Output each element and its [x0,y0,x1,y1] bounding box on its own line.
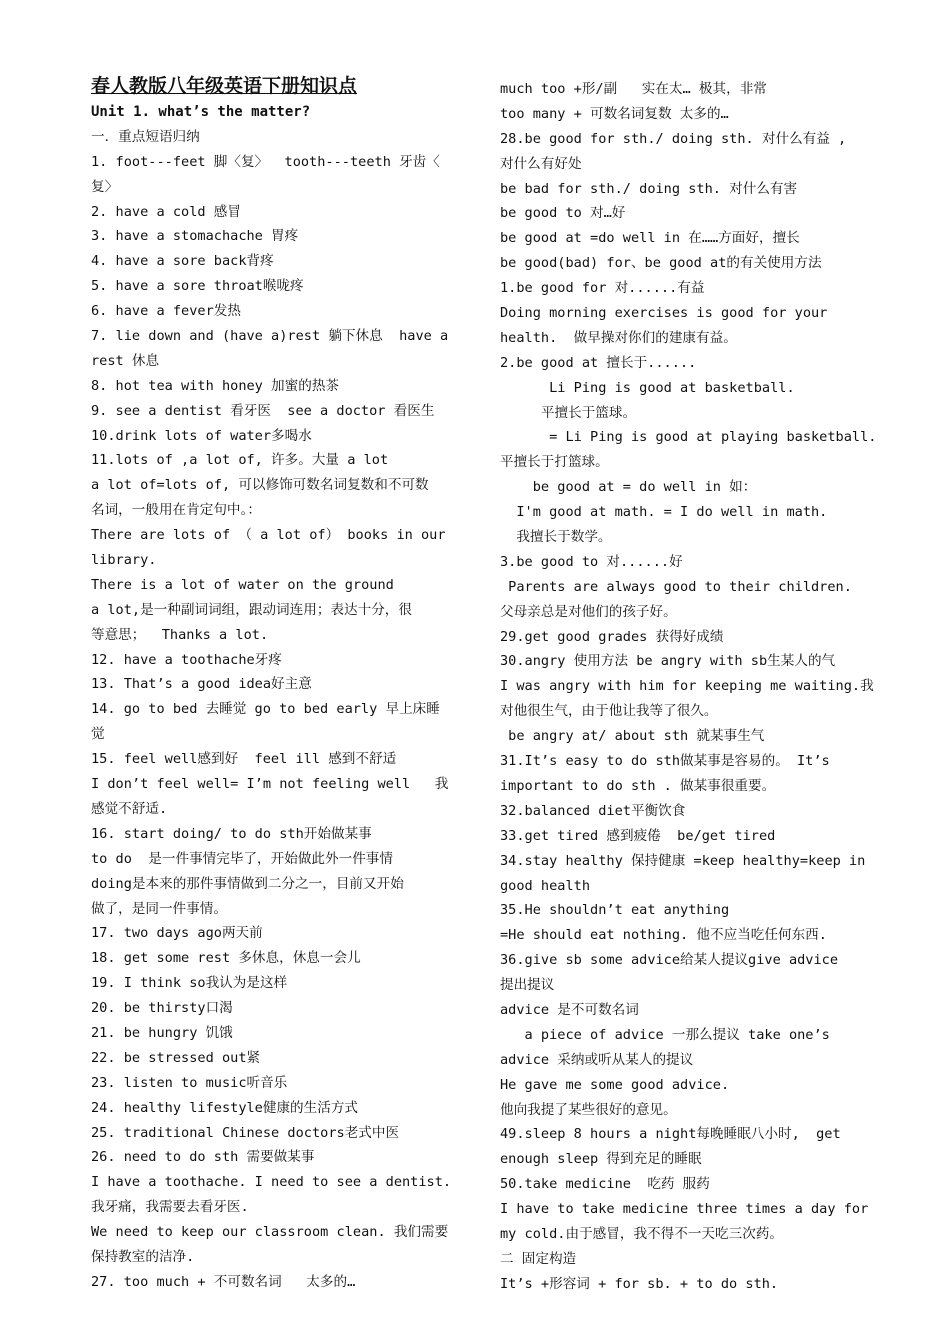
text-line: much too +形/副 实在太… 极其，非常 [500,81,767,97]
right-column [500,77,900,1297]
text-line: 2. have a cold 感冒 [91,203,241,220]
text-line: 对什么有好处 [500,155,582,172]
text-line: 33.get tired 感到疲倦 be/get tired [500,827,776,844]
text-line: 1.be good for 对......有益 [500,280,705,297]
right-text-body [500,77,900,1297]
text-line: I have to take medicine three times a day for [500,1201,869,1218]
text-line: health. 做早操对你们的建康有益。 [500,329,737,346]
text-line: 平擅长于篮球。 [500,404,637,421]
text-line: It’s +形容词 + for sb. + to do sth. [500,1275,779,1292]
text-line: 28.be good for sth./ doing sth. 对什么有益 , [500,130,847,147]
text-line: 24. healthy lifestyle健康的生活方式 [91,1099,359,1116]
text-line: Doing morning exercises is good for your [500,305,828,322]
text-line: 36.give sb some advice给某人提议give advice [500,952,839,969]
text-line: I have a toothache. I need to see a dentist. [91,1174,452,1191]
text-line: 18. get some rest 多休息，休息一会儿 [91,950,361,967]
text-line: = Li Ping is good at playing basketball. [500,429,877,446]
text-line: a lot,是一种副词词组，跟动词连用；表达十分，很 [91,601,412,618]
text-line: be good to 对…好 [500,205,626,222]
text-line: advice 采纳或听从某人的提议 [500,1051,694,1068]
left-column [91,72,483,1295]
text-line: 2.be good at 擅长于...... [500,354,697,371]
text-line: doing是本来的那件事情做到二分之一，目前又开始 [91,875,404,892]
text-line: 13. That’s a good idea好主意 [91,676,312,693]
text-line: 对他很生气，由于他让我等了很久。 [500,703,718,720]
text-line: Li Ping is good at basketball. [500,379,795,396]
text-line: 17. two days ago两天前 [91,925,263,942]
text-line: 平擅长于打篮球。 [500,454,609,471]
text-line: There is a lot of water on the ground [91,576,394,593]
text-line: be good at =do well in 在……方面好，擅长 [500,230,800,247]
text-line: 9. see a dentist 看牙医 see a doctor 看医生 [91,402,435,419]
text-line: 觉 [91,726,105,743]
text-line: be bad for sth./ doing sth. 对什么有害 [500,180,798,197]
text-line: 8. hot tea with honey 加蜜的热茶 [91,377,340,394]
text-line: He gave me some good advice. [500,1076,730,1093]
text-line: 14. go to bed 去睡觉 go to bed early 早上床睡 [91,701,440,718]
text-line: 22. be stressed out紧 [91,1049,261,1066]
text-line: 15. feel well感到好 feel ill 感到不舒适 [91,751,397,768]
text-line: 我牙痛，我需要去看牙医. [91,1199,249,1216]
text-line: 3. have a stomachache 胃疼 [91,228,299,245]
text-line: my cold.由于感冒，我不得不一天吃三次药。 [500,1225,783,1242]
text-line: 名词，一般用在肯定句中。： [91,502,261,519]
text-line: a lot of=lots of, 可以修饰可数名词复数和不可数 [91,477,429,494]
text-line: 21. be hungry 饥饿 [91,1024,233,1041]
text-line: 7. lie down and (have a)rest 躺下休息 have a [91,328,449,345]
text-line: =He should eat nothing. 他不应当吃任何东西. [500,927,827,944]
text-line: 他向我提了某些很好的意见。 [500,1101,677,1118]
text-line: 做了，是同一件事情。 [91,900,227,917]
text-line: be angry at/ about sth 就某事生气 [500,728,765,745]
text-line: 感觉不舒适. [91,800,168,817]
text-line: 3.be good to 对......好 [500,553,683,570]
text-line: 49.sleep 8 hours a night每晚睡眠八小时, get [500,1126,841,1143]
text-line: library. [91,552,157,569]
text-line: 一．重点短语归纳 [91,128,200,145]
text-line: I'm good at math. = I do well in math. [500,504,828,521]
text-line: enough sleep 得到充足的睡眠 [500,1151,702,1168]
text-line: 6. have a fever发热 [91,303,241,320]
text-line: 26. need to do sth 需要做某事 [91,1149,315,1166]
text-line: 4. have a sore back背疼 [91,253,274,270]
text-line: 50.take medicine 吃药 服药 [500,1176,710,1193]
page-title: 春人教版八年级英语下册知识点 [91,75,358,97]
text-line: I don’t feel well= I’m not feeling well 我 [91,776,449,793]
text-line: 23. listen to music听音乐 [91,1074,288,1091]
text-line: be good at = do well in 如： [500,479,757,496]
text-line: 34.stay healthy 保持健康 =keep healthy=keep in [500,852,866,869]
text-line: 10.drink lots of water多喝水 [91,427,312,444]
text-line: advice 是不可数名词 [500,1001,639,1018]
text-line: 复〉 [91,178,119,195]
text-line: 29.get good grades 获得好成绩 [500,628,724,645]
text-line: 提出提议 [500,977,555,994]
text-line: to do 是一件事情完毕了，开始做此外一件事情 [91,850,393,867]
text-line: rest 休息 [91,352,160,369]
text-line: 31.It’s easy to do sth做某事是容易的。 It’s [500,753,830,770]
text-line: important to do sth . 做某事很重要。 [500,777,776,794]
text-line: good health [500,877,591,894]
text-line: 5. have a sore throat喉咙疼 [91,278,304,295]
text-line: 30.angry 使用方法 be angry with sb生某人的气 [500,653,836,670]
text-line: a piece of advice 一那么提议 take one’s [500,1026,830,1043]
text-line: 二 固定构造 [500,1250,577,1267]
text-line: 1. foot---feet 脚〈复〉 tooth---teeth 牙齿〈 [91,153,440,170]
text-line: 32.balanced diet平衡饮食 [500,802,686,819]
text-line: 16. start doing/ to do sth开始做某事 [91,825,372,842]
text-line: 35.He shouldn’t eat anything [500,902,730,919]
text-line: I was angry with him for keeping me waiting.我 [500,678,874,695]
text-line: 12. have a toothache牙疼 [91,651,282,668]
left-text-body [91,125,483,1295]
text-line: 20. be thirsty口渴 [91,1000,233,1017]
text-line: 等意思； Thanks a lot. [91,626,269,643]
text-line: 19. I think so我认为是这样 [91,975,288,992]
unit-heading: Unit 1. what’s the matter? [91,104,311,120]
text-line: 保持教室的洁净. [91,1248,195,1265]
text-line: 父母亲总是对他们的孩子好。 [500,603,677,620]
text-line: 25. traditional Chinese doctors老式中医 [91,1124,400,1141]
text-line: 我擅长于数学。 [500,529,612,546]
text-line: be good(bad) for、be good at的有关使用方法 [500,255,822,272]
text-line: Parents are always good to their children. [500,578,852,595]
text-line: 27. too much + 不可数名词 太多的… [91,1273,356,1290]
text-line: We need to keep our classroom clean. 我们需要 [91,1224,449,1241]
text-line: too many + 可数名词复数 太多的… [500,105,729,122]
text-line: 11.lots of ,a lot of, 许多。大量 a lot [91,452,389,469]
text-line: There are lots of （ a lot of） books in our [91,527,446,544]
